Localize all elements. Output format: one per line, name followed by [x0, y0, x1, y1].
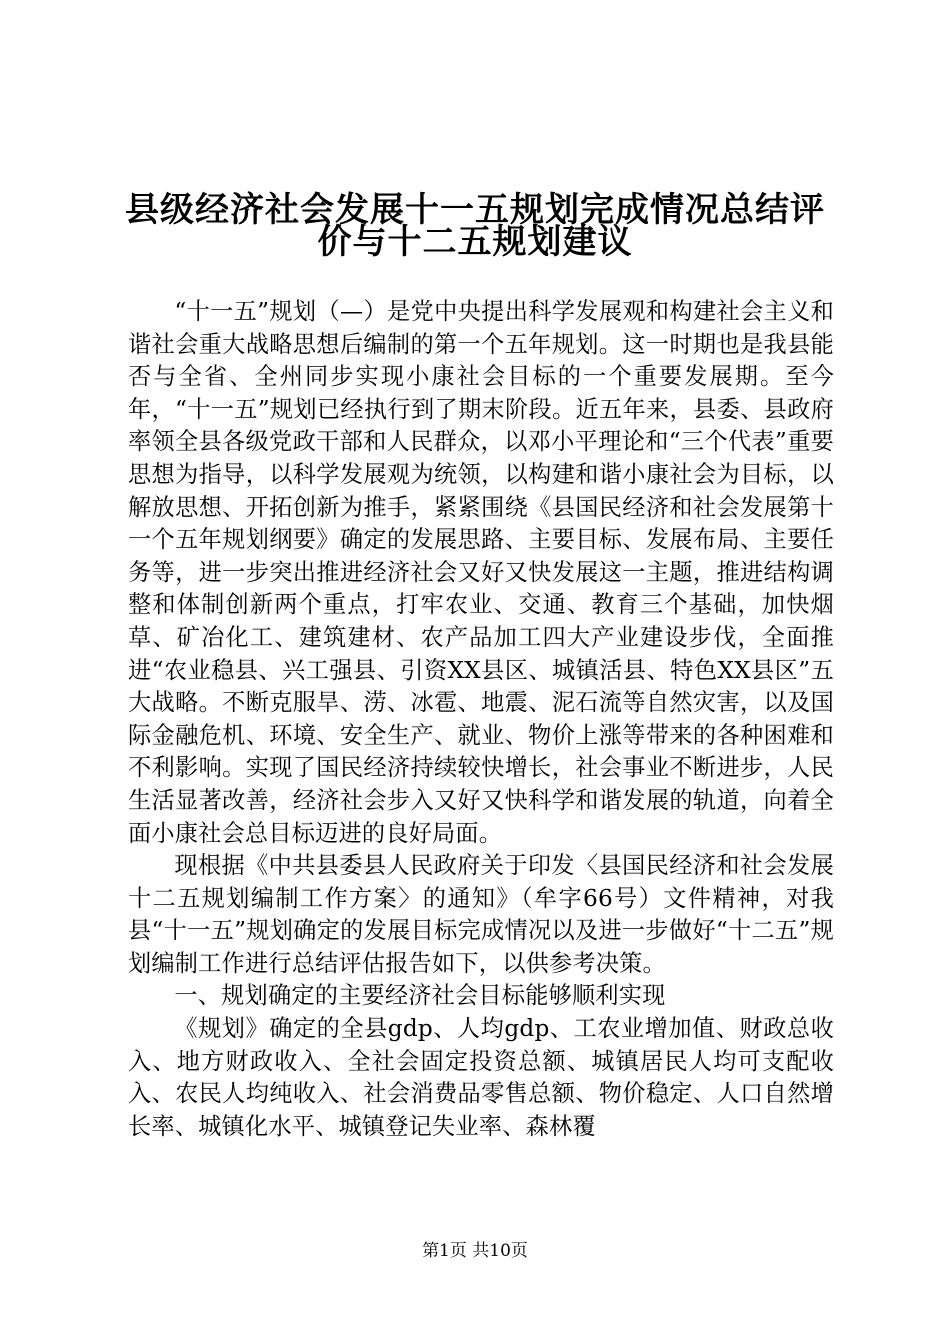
paragraph-basis: 现根据《中共县委县人民政府关于印发〈县国民经济和社会发展十二五规划编制工作方案〉的通知》（牟字66号）文件精神，对我县“十一五”规划确定的发展目标完成情况以及进一步做好“十二五”规划编制工作进行总结评估报告如下，以供参考决策。 [128, 852, 834, 977]
document-body [128, 296, 834, 1143]
paragraph-targets: 《规划》确定的全县gdp、人均gdp、工农业增加值、财政总收入、地方财政收入、全社会固定投资总额、城镇居民人均可支配收入、农民人均纯收入、社会消费品零售总额、物价稳定、人口自然增长率、城镇化水平、城镇登记失业率、森林覆 [128, 1015, 834, 1140]
section-heading-1: 一、规划确定的主要经济社会目标能够顺利实现 [174, 982, 666, 1010]
document-title-line-2: 价与十二五规划建议 [317, 222, 633, 262]
document-title-line-1: 县级经济社会发展十一五规划完成情况总结评 [125, 190, 825, 230]
page-footer: 第1页 共10页 [422, 1241, 528, 1261]
paragraph-intro: “十一五”规划（—）是党中央提出科学发展观和构建社会主义和谐社会重大战略思想后编制的第一个五年规划。这一时期也是我县能否与全省、全州同步实现小康社会目标的一个重要发展期。至今年，“十一五”规划已经执行到了期末阶段。近五年来，县委、县政府率领全县各级党政干部和人民群众，以邓小平理论和“三个代表”重要思想为指导，以科学发展观为统领，以构建和谐小康社会为目标，以解放思想、开拓创新为推手，紧紧围绕《县国民经济和社会发展第十一个五年规划纲要》确定的发展思路、主要目标、发展布局、主要任务等，进一步突出推进经济社会又好又快发展这一主题，推进结构调整和体制创新两个重点，打牢农业、交通、教育三个基础，加快烟草、矿冶化工、建筑建材、农产品加工四大产业建设步伐，全面推进“农业稳县、兴工强县、引资XX县区、城镇活县、特色XX县区”五大战略。不断克服旱、涝、冰雹、地震、泥石流等自然灾害，以及国际金融危机、环境、安全生产、就业、物价上涨等带来的各种困难和不利影响。实现了国民经济持续较快增长，社会事业不断进步，人民生活显著改善，经济社会步入又好又快科学和谐发展的轨道，向着全面小康社会总目标迈进的良好局面。 [128, 298, 834, 847]
